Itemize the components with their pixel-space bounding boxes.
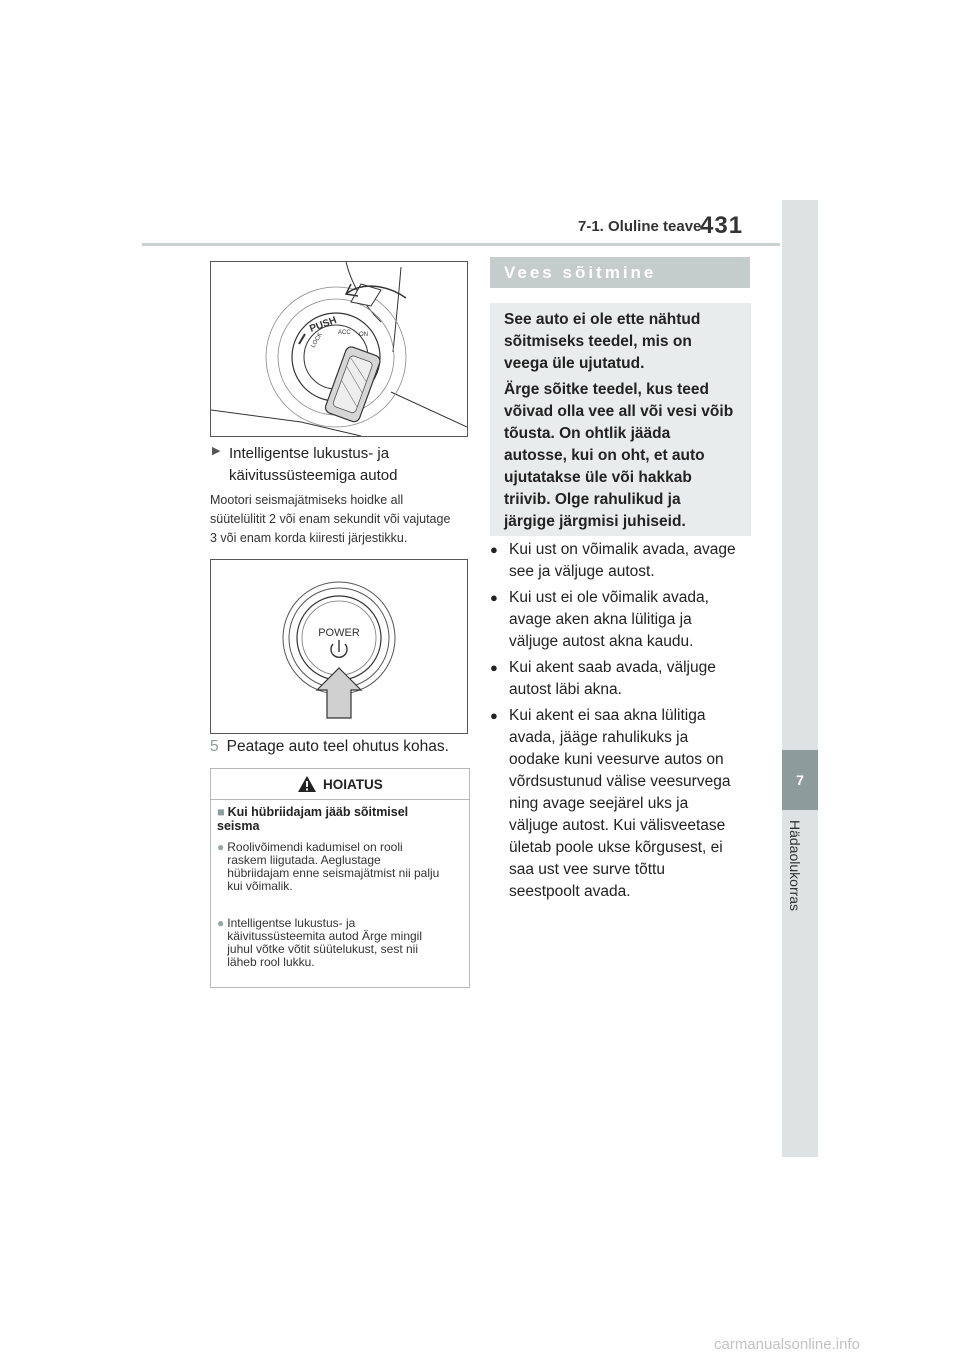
warning-title: HOIATUS [323, 777, 383, 792]
list-item [490, 539, 752, 583]
ignition-key-illustration [210, 261, 468, 437]
bullet-line: Kui ust ei ole võimalik avada, [509, 589, 709, 606]
bullet-line: võrdsustunud välise veesurvega [509, 773, 731, 790]
subheading-line-2: seisma [217, 819, 260, 833]
warning-line: Roolivõimendi kadumisel on rooli [227, 840, 403, 854]
important-notice [490, 303, 751, 536]
triangle-right-icon: ▶ [212, 445, 221, 457]
chapter-label: Hädaolukorras [787, 820, 803, 912]
notice-line: järgige järgmisi juhiseid. [504, 513, 686, 530]
warning-line: kui võimalik. [227, 879, 293, 893]
note-line: Mootori seismajätmiseks hoidke all [210, 493, 404, 507]
notice-line: autosse, kui on oht, et auto [504, 447, 705, 464]
notice-line: ujutatakse üle või hakkab [504, 469, 692, 486]
step-text: Peatage auto teel ohutus kohas. [226, 738, 449, 755]
list-item [490, 657, 752, 701]
circle-bullet-icon: ● [217, 916, 225, 930]
notice-line: sõitmiseks teedel, mis on [504, 333, 692, 350]
section-heading-bar [490, 257, 750, 288]
bullet-line: ning avage seejärel uks ja [509, 795, 689, 812]
site-watermark: carmanualsonline.info [714, 1336, 860, 1353]
key-label-acc: ACC [338, 330, 351, 336]
list-item [490, 587, 752, 653]
notice-line: See auto ei ole ette nähtud [504, 311, 701, 328]
warning-line: raskem liigutada. Aeglustage [227, 853, 381, 867]
step-number: 5 [210, 738, 219, 755]
lead-line-2: käivitussüsteemiga autod [229, 467, 398, 484]
lead-heading [212, 443, 468, 487]
bullet-line: avage aken akna lülitiga ja [509, 611, 692, 628]
bullet-line: saa ust vee surve tõttu [509, 861, 665, 878]
bullet-line: oodake kuni veesurve autos on [509, 751, 724, 768]
bullet-line: Kui ust on võimalik avada, avage [509, 541, 736, 558]
square-bullet-icon: ■ [217, 805, 225, 819]
lead-line-1: Intelligentse lukustus- ja [229, 445, 390, 462]
step-5 [210, 738, 470, 756]
circle-bullet-icon: ● [490, 660, 498, 675]
note-line: süütelülitit 2 või enam sekundit või vajutage [210, 512, 451, 526]
circle-bullet-icon: ● [490, 590, 498, 605]
key-label-push: PUSH [308, 314, 339, 335]
notice-line: tõusta. On ohtlik jääda [504, 425, 671, 442]
chapter-side-tab [782, 200, 818, 1157]
warning-item [217, 841, 461, 893]
list-item [490, 705, 752, 903]
page-number: 431 [700, 212, 744, 239]
section-heading: Vees sõitmine [504, 263, 657, 282]
stop-engine-note [210, 491, 468, 548]
power-button-drawing [211, 560, 467, 733]
power-button-illustration [210, 559, 468, 734]
key-label-on: ON [359, 332, 368, 338]
chapter-number: 7 [796, 772, 804, 788]
warning-line: hübriidajam enne seismajätmist nii palju [227, 866, 440, 880]
circle-bullet-icon: ● [490, 542, 498, 557]
bullet-line: väljuge autost. Kui välisveetase [509, 817, 726, 834]
notice-line: triivib. Olge rahulikud ja [504, 491, 681, 508]
header-divider [142, 243, 780, 246]
subheading-line-1: Kui hübriidajam jääb sõitmisel [227, 805, 409, 819]
circle-bullet-icon: ● [217, 840, 225, 854]
notice-paragraph-2 [504, 379, 744, 533]
warning-line: käivitussüsteemita autod Ärge mingil [227, 929, 423, 943]
warning-line: läheb rool lukku. [227, 955, 315, 969]
section-title: 7-1. Oluline teave [578, 218, 702, 235]
warning-header [211, 769, 469, 800]
bullet-line: Kui akent ei saa akna lülitiga [509, 707, 706, 724]
bullet-line: see ja väljuge autost. [509, 563, 655, 580]
ignition-key-drawing [211, 262, 467, 436]
notice-line: võivad olla vee all või vesi võib [504, 403, 734, 420]
circle-bullet-icon: ● [490, 708, 498, 723]
note-line: 3 või enam korda kiiresti järjestikku. [210, 531, 408, 545]
bullet-line: ületab poole ukse kõrgusest, ei [509, 839, 723, 856]
bullet-line: avada, jääge rahulikuks ja [509, 729, 689, 746]
bullet-line: väljuge autost akna kaudu. [509, 633, 694, 650]
warning-line: Intelligentse lukustus- ja [227, 916, 356, 930]
warning-item [217, 917, 461, 969]
key-label-lock: LOCK [310, 331, 324, 349]
warning-box [210, 768, 470, 988]
bullet-line: Kui akent saab avada, väljuge [509, 659, 716, 676]
notice-line: Ärge sõitke teedel, kus teed [504, 381, 710, 398]
warning-line: juhul võtke võtit süütelukust, sest nii [227, 942, 419, 956]
warning-subheading [217, 805, 457, 833]
power-label: POWER [318, 627, 360, 639]
bullet-line: seestpoolt avada. [509, 883, 631, 900]
warning-triangle-icon [297, 775, 317, 793]
notice-line: veega üle ujutatud. [504, 355, 645, 372]
chapter-number-tab[interactable] [782, 750, 818, 810]
notice-paragraph-1 [504, 309, 744, 375]
bullet-line: autost läbi akna. [509, 681, 622, 698]
